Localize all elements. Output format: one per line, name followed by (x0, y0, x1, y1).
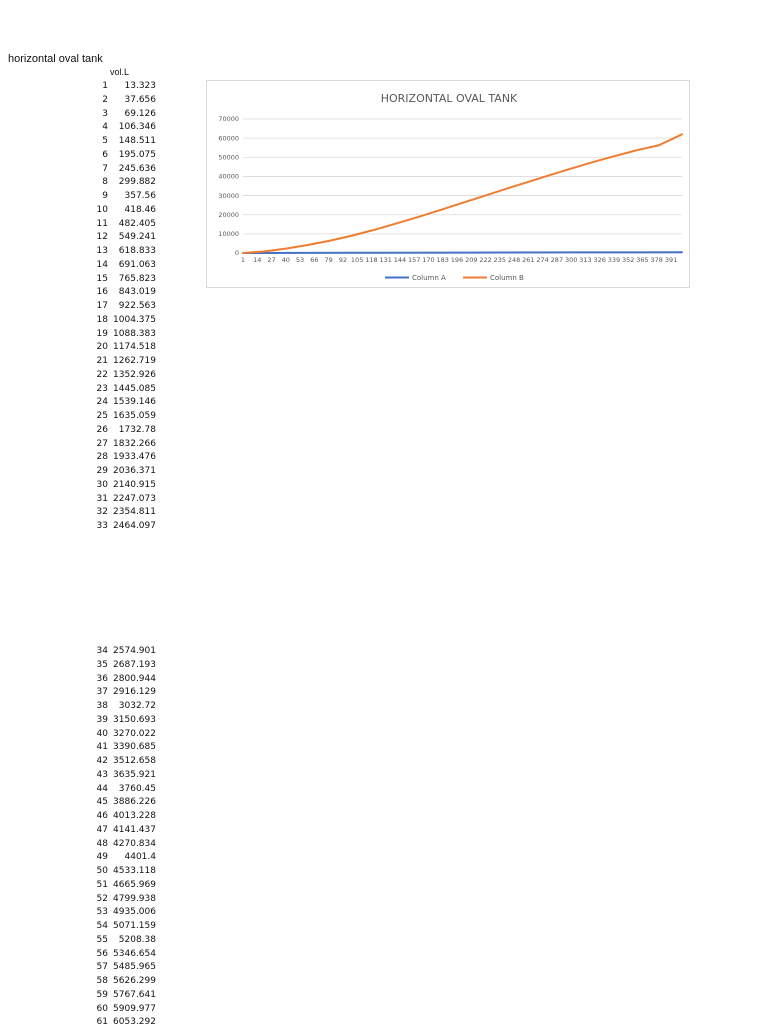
x-tick-label: 209 (465, 256, 478, 264)
x-tick-label: 300 (564, 256, 578, 264)
row-index: 34 (96, 646, 108, 656)
table-row (90, 810, 158, 823)
y-tick-label: 20000 (218, 210, 239, 219)
table-row (90, 300, 158, 313)
table-row (90, 328, 158, 341)
x-tick-label: 131 (379, 256, 392, 264)
y-tick-label: 70000 (218, 115, 239, 124)
row-value: 69.126 (124, 108, 156, 119)
row-index: 54 (96, 921, 108, 931)
row-index: 1 (102, 81, 108, 91)
table-row (90, 796, 158, 809)
row-value: 13.323 (124, 81, 156, 91)
row-value: 4401.4 (124, 852, 156, 863)
x-tick-label: 183 (436, 256, 449, 264)
table-row (90, 824, 158, 837)
row-value: 195.075 (118, 149, 156, 160)
table-row (90, 135, 158, 148)
row-index: 6 (102, 149, 108, 160)
x-tick-label: 53 (295, 256, 305, 264)
table-row (90, 783, 158, 796)
row-index: 7 (102, 163, 108, 174)
row-value: 549.241 (118, 232, 156, 243)
table-row (90, 396, 158, 409)
table-row (90, 851, 158, 864)
x-tick-label: 248 (507, 256, 521, 264)
row-index: 44 (96, 783, 108, 794)
table-row (90, 465, 158, 478)
table-row (90, 520, 158, 533)
row-index: 16 (96, 287, 108, 298)
table-row (90, 493, 158, 506)
x-tick-label: 287 (550, 256, 564, 264)
table-row (90, 673, 158, 686)
row-value: 3270.022 (113, 728, 156, 739)
row-value: 3150.693 (113, 714, 156, 725)
row-value: 4799.938 (113, 893, 156, 904)
row-index: 59 (96, 989, 108, 1000)
row-index: 58 (96, 976, 108, 986)
row-value: 1004.375 (113, 314, 156, 325)
table-row (90, 769, 158, 782)
x-tick-label: 313 (579, 256, 592, 264)
row-value: 4270.834 (113, 838, 156, 849)
table-row (90, 714, 158, 727)
row-index: 56 (96, 948, 108, 959)
table-row (90, 383, 158, 396)
chart-container[interactable] (206, 80, 690, 288)
row-value: 618.833 (118, 246, 156, 256)
row-index: 5 (102, 136, 108, 146)
x-tick-label: 261 (522, 256, 535, 264)
x-tick-label: 118 (365, 256, 378, 264)
row-index: 46 (96, 811, 108, 821)
row-index: 47 (96, 824, 108, 835)
row-value: 245.636 (118, 163, 156, 174)
table-row (90, 245, 158, 258)
column-header-vol: vol.L (110, 67, 130, 77)
x-tick-label: 222 (479, 256, 492, 264)
row-value: 1539.146 (113, 397, 156, 408)
row-value: 2916.129 (113, 687, 156, 698)
row-index: 45 (96, 797, 108, 808)
row-index: 28 (96, 452, 108, 463)
row-value: 2247.073 (113, 493, 156, 504)
row-value: 2464.097 (113, 521, 156, 531)
table-row (90, 451, 158, 464)
row-value: 148.511 (118, 136, 156, 146)
row-index: 43 (96, 769, 108, 780)
row-index: 25 (96, 411, 108, 421)
y-tick-label: 60000 (218, 134, 239, 143)
row-value: 3635.921 (113, 769, 156, 780)
row-value: 418.46 (124, 204, 156, 215)
row-value: 2574.901 (113, 646, 156, 656)
table-row (90, 341, 158, 354)
row-value: 5346.654 (113, 948, 156, 959)
row-value: 106.346 (118, 122, 156, 133)
table-row (90, 273, 158, 286)
row-index: 11 (96, 218, 108, 229)
row-value: 2687.193 (113, 659, 156, 670)
x-tick-label: 40 (281, 256, 290, 264)
row-index: 36 (96, 673, 108, 684)
row-index: 22 (96, 369, 108, 380)
row-index: 39 (96, 714, 108, 725)
table-row (90, 259, 158, 272)
x-tick-label: 170 (422, 256, 435, 264)
table-row (90, 424, 158, 437)
table-row (90, 975, 158, 988)
y-tick-label: 0 (234, 249, 239, 258)
row-index: 20 (96, 342, 108, 353)
row-value: 4533.118 (113, 866, 156, 876)
row-index: 53 (96, 907, 108, 918)
row-index: 30 (96, 479, 108, 490)
table-row (90, 865, 158, 878)
table-row (90, 410, 158, 423)
table-row (90, 506, 158, 519)
legend-label: Column A (412, 274, 446, 282)
row-value: 3886.226 (113, 797, 156, 808)
table-row (90, 686, 158, 699)
row-index: 21 (96, 356, 108, 366)
row-index: 33 (96, 521, 108, 531)
row-index: 3 (102, 108, 108, 119)
y-tick-label: 30000 (218, 191, 239, 200)
row-index: 32 (96, 507, 108, 518)
row-index: 42 (96, 756, 108, 766)
row-value: 5485.965 (113, 962, 156, 973)
x-tick-label: 196 (450, 256, 464, 264)
row-value: 1635.059 (113, 411, 156, 421)
row-index: 55 (96, 934, 108, 945)
row-index: 40 (96, 728, 108, 739)
table-row (90, 479, 158, 492)
row-value: 3760.45 (118, 783, 156, 794)
y-tick-label: 10000 (218, 230, 239, 239)
x-tick-label: 339 (607, 256, 621, 264)
row-value: 4013.228 (113, 811, 156, 821)
y-tick-label: 40000 (218, 172, 239, 181)
x-tick-label: 79 (324, 256, 333, 264)
x-tick-label: 391 (664, 256, 678, 264)
x-tick-label: 352 (622, 256, 635, 264)
table-row (90, 948, 158, 961)
row-value: 299.882 (118, 177, 156, 188)
row-value: 1262.719 (113, 356, 156, 366)
row-value: 1732.78 (118, 424, 156, 435)
row-value: 1174.518 (113, 342, 156, 353)
row-index: 38 (96, 701, 108, 711)
row-value: 1088.383 (113, 328, 156, 339)
row-value: 6053.292 (113, 1017, 156, 1028)
row-index: 24 (96, 397, 108, 408)
row-value: 4935.006 (113, 907, 156, 918)
row-index: 9 (102, 191, 108, 201)
row-value: 691.063 (118, 259, 156, 270)
table-row (90, 369, 158, 382)
table-row (90, 934, 158, 947)
row-value: 3512.658 (113, 756, 156, 766)
table-row (90, 906, 158, 919)
row-index: 4 (102, 122, 108, 133)
row-index: 12 (96, 232, 108, 243)
legend-label: Column B (490, 274, 524, 282)
row-value: 5071.159 (113, 921, 156, 931)
row-index: 51 (96, 879, 108, 890)
x-tick-label: 66 (310, 256, 319, 264)
row-index: 41 (96, 742, 108, 753)
row-value: 4141.437 (113, 824, 156, 835)
x-tick-label: 92 (338, 256, 348, 264)
row-index: 61 (96, 1017, 108, 1028)
table-row (90, 920, 158, 933)
row-index: 48 (96, 838, 108, 849)
table-row (90, 1016, 158, 1029)
row-index: 49 (96, 852, 108, 863)
row-value: 5626.299 (113, 976, 156, 986)
table-row (90, 961, 158, 974)
row-value: 2036.371 (113, 466, 156, 476)
x-tick-label: 14 (253, 256, 262, 264)
row-value: 3390.685 (113, 742, 156, 753)
row-index: 14 (96, 259, 108, 270)
row-index: 29 (96, 466, 108, 476)
row-value: 922.563 (118, 301, 156, 311)
row-index: 31 (96, 493, 108, 504)
x-tick-label: 27 (267, 256, 276, 264)
row-index: 60 (96, 1003, 108, 1014)
table-row (90, 741, 158, 754)
table-row (90, 231, 158, 244)
row-value: 357.56 (124, 191, 156, 201)
row-value: 37.656 (124, 94, 156, 105)
x-tick-label: 144 (393, 256, 407, 264)
series-line-b (243, 134, 682, 253)
row-value: 2354.811 (113, 507, 156, 518)
table-row (90, 149, 158, 162)
row-index: 15 (96, 273, 108, 284)
table-row (90, 728, 158, 741)
table-row (90, 645, 158, 658)
x-tick-label: 326 (593, 256, 606, 264)
y-tick-label: 50000 (218, 153, 239, 162)
table-row (90, 438, 158, 451)
series-line-a (243, 252, 682, 253)
x-tick-label: 105 (350, 256, 364, 264)
row-index: 35 (96, 659, 108, 670)
table-row (90, 190, 158, 203)
row-index: 57 (96, 962, 108, 973)
row-index: 50 (96, 866, 108, 876)
row-index: 37 (96, 687, 108, 698)
table-row (90, 700, 158, 713)
row-value: 1832.266 (113, 438, 156, 449)
row-value: 4665.969 (113, 879, 156, 890)
row-value: 2800.944 (113, 673, 156, 684)
table-row (90, 893, 158, 906)
table-row (90, 108, 158, 121)
row-value: 1352.926 (113, 369, 156, 380)
table-row (90, 989, 158, 1002)
row-index: 52 (96, 893, 108, 904)
table-row (90, 355, 158, 368)
table-row (90, 163, 158, 176)
row-value: 843.019 (118, 287, 156, 298)
chart-title: HORIZONTAL OVAL TANK (380, 92, 518, 105)
table-row (90, 1003, 158, 1016)
table-row (90, 838, 158, 851)
table-row (90, 879, 158, 892)
row-value: 5909.977 (113, 1003, 156, 1014)
x-tick-label: 1 (240, 256, 246, 264)
row-value: 5767.641 (113, 989, 156, 1000)
table-row (90, 659, 158, 672)
row-index: 19 (96, 328, 108, 339)
row-index: 13 (96, 246, 108, 256)
x-tick-label: 235 (493, 256, 507, 264)
row-value: 765.823 (118, 273, 156, 284)
row-index: 26 (96, 424, 108, 435)
row-value: 5208.38 (118, 934, 156, 945)
table-row (90, 80, 158, 93)
table-row (90, 94, 158, 107)
table-row (90, 755, 158, 768)
row-index: 10 (96, 204, 108, 215)
x-tick-label: 157 (407, 256, 421, 264)
row-index: 8 (102, 177, 108, 188)
row-index: 18 (96, 314, 108, 325)
row-index: 27 (96, 438, 108, 449)
line-chart (207, 81, 691, 289)
row-value: 2140.915 (113, 479, 156, 490)
table-row (90, 176, 158, 189)
row-index: 2 (102, 94, 108, 105)
table-row (90, 121, 158, 134)
table-row (90, 314, 158, 327)
row-value: 1933.476 (113, 452, 156, 463)
table-row (90, 218, 158, 231)
sheet-title: horizontal oval tank (8, 53, 103, 65)
row-value: 1445.085 (113, 383, 156, 394)
x-tick-label: 378 (650, 256, 663, 264)
x-tick-label: 274 (536, 256, 549, 264)
table-row (90, 204, 158, 217)
row-value: 3032.72 (118, 701, 156, 711)
x-tick-label: 365 (636, 256, 649, 264)
row-index: 23 (96, 383, 108, 394)
table-row (90, 286, 158, 299)
row-value: 482.405 (118, 218, 156, 229)
row-index: 17 (96, 301, 108, 311)
